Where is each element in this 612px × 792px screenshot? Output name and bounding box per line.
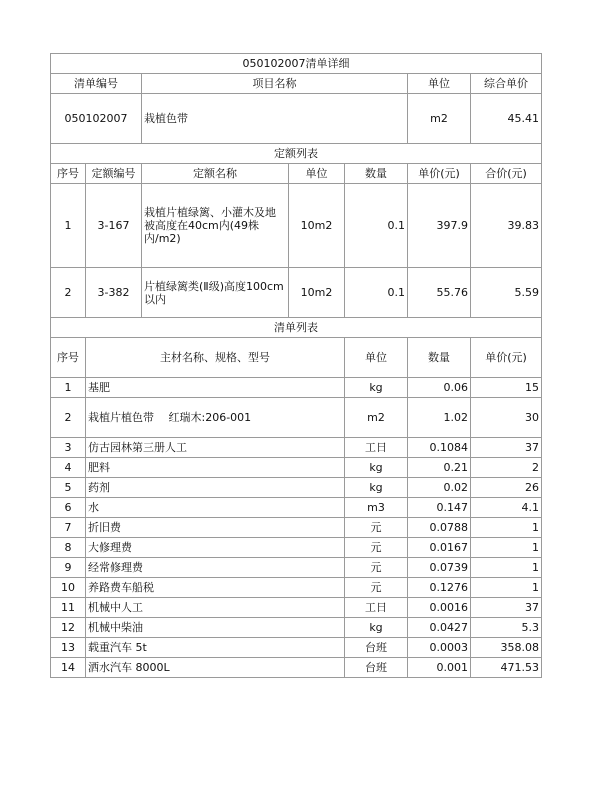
material-name: 仿古园林第三册人工 (86, 438, 345, 458)
material-name: 经常修理费 (86, 558, 345, 578)
summary-header-code: 清单编号 (51, 74, 142, 94)
material-no: 3 (51, 438, 86, 458)
quota-qty: 0.1 (345, 268, 408, 318)
material-price: 30 (471, 398, 542, 438)
material-row (51, 558, 542, 578)
material-unit: kg (345, 618, 408, 638)
material-qty: 0.02 (408, 478, 471, 498)
material-no: 14 (51, 658, 86, 678)
material-qty: 0.0003 (408, 638, 471, 658)
material-qty: 1.02 (408, 398, 471, 438)
quota-header-price: 单价(元) (408, 164, 471, 184)
quota-header-code: 定额编号 (86, 164, 142, 184)
material-unit: 台班 (345, 658, 408, 678)
quota-unit: 10m2 (289, 268, 345, 318)
quota-section-title: 定额列表 (51, 144, 542, 164)
summary-header-price: 综合单价 (471, 74, 542, 94)
material-name: 水 (86, 498, 345, 518)
materials-header-price: 单价(元) (471, 338, 542, 378)
quota-code: 3-382 (86, 268, 142, 318)
material-unit: 元 (345, 558, 408, 578)
quota-price: 397.9 (408, 184, 471, 268)
material-price: 37 (471, 438, 542, 458)
material-price: 4.1 (471, 498, 542, 518)
material-qty: 0.0016 (408, 598, 471, 618)
material-price: 471.53 (471, 658, 542, 678)
material-no: 12 (51, 618, 86, 638)
materials-header-unit: 单位 (345, 338, 408, 378)
detail-table (50, 53, 542, 678)
material-no: 7 (51, 518, 86, 538)
quota-unit: 10m2 (289, 184, 345, 268)
quota-code: 3-167 (86, 184, 142, 268)
material-unit: 工日 (345, 438, 408, 458)
material-unit: 台班 (345, 638, 408, 658)
material-unit: 工日 (345, 598, 408, 618)
quota-row (51, 268, 542, 318)
material-unit: kg (345, 478, 408, 498)
materials-header-no: 序号 (51, 338, 86, 378)
material-price: 37 (471, 598, 542, 618)
material-unit: 元 (345, 538, 408, 558)
material-row (51, 538, 542, 558)
material-qty: 0.1276 (408, 578, 471, 598)
summary-unit: m2 (408, 94, 471, 144)
material-price: 1 (471, 538, 542, 558)
material-row (51, 478, 542, 498)
material-name: 机械中柴油 (86, 618, 345, 638)
material-row (51, 398, 542, 438)
material-row (51, 598, 542, 618)
summary-price: 45.41 (471, 94, 542, 144)
material-qty: 0.1084 (408, 438, 471, 458)
material-unit: kg (345, 378, 408, 398)
material-row (51, 378, 542, 398)
materials-header-name: 主材名称、规格、型号 (86, 338, 345, 378)
material-qty: 0.0788 (408, 518, 471, 538)
quota-header-total: 合价(元) (471, 164, 542, 184)
quota-header-unit: 单位 (289, 164, 345, 184)
quota-header-name: 定额名称 (142, 164, 289, 184)
material-row (51, 498, 542, 518)
quota-name: 片植绿篱类(Ⅱ级)高度100cm以内 (142, 268, 289, 318)
material-price: 1 (471, 578, 542, 598)
page-title: 050102007清单详细 (51, 54, 542, 74)
material-price: 1 (471, 518, 542, 538)
material-qty: 0.0739 (408, 558, 471, 578)
material-row (51, 578, 542, 598)
material-name: 药剂 (86, 478, 345, 498)
quota-header-no: 序号 (51, 164, 86, 184)
material-price: 2 (471, 458, 542, 478)
material-no: 1 (51, 378, 86, 398)
material-name: 载重汽车 5t (86, 638, 345, 658)
summary-name: 栽植色带 (142, 94, 408, 144)
material-name: 基肥 (86, 378, 345, 398)
material-qty: 0.001 (408, 658, 471, 678)
material-no: 10 (51, 578, 86, 598)
quota-row (51, 184, 542, 268)
summary-header-unit: 单位 (408, 74, 471, 94)
material-no: 8 (51, 538, 86, 558)
material-no: 5 (51, 478, 86, 498)
material-name: 大修理费 (86, 538, 345, 558)
material-price: 5.3 (471, 618, 542, 638)
summary-header-name: 项目名称 (142, 74, 408, 94)
quota-name: 栽植片植绿篱、小灌木及地被高度在40cm内(49株内/m2) (142, 184, 289, 268)
material-row (51, 618, 542, 638)
material-name: 养路费车船税 (86, 578, 345, 598)
material-row (51, 438, 542, 458)
material-row (51, 658, 542, 678)
material-unit: 元 (345, 518, 408, 538)
material-qty: 0.21 (408, 458, 471, 478)
quota-no: 1 (51, 184, 86, 268)
material-price: 26 (471, 478, 542, 498)
material-price: 15 (471, 378, 542, 398)
summary-code: 050102007 (51, 94, 142, 144)
material-row (51, 638, 542, 658)
quota-qty: 0.1 (345, 184, 408, 268)
quota-total: 5.59 (471, 268, 542, 318)
material-unit: 元 (345, 578, 408, 598)
material-no: 2 (51, 398, 86, 438)
materials-section-title: 清单列表 (51, 318, 542, 338)
material-unit: m2 (345, 398, 408, 438)
material-name: 折旧费 (86, 518, 345, 538)
material-price: 358.08 (471, 638, 542, 658)
material-no: 11 (51, 598, 86, 618)
material-unit: m3 (345, 498, 408, 518)
materials-header-qty: 数量 (408, 338, 471, 378)
quota-header-qty: 数量 (345, 164, 408, 184)
material-name: 机械中人工 (86, 598, 345, 618)
material-qty: 0.0167 (408, 538, 471, 558)
material-qty: 0.147 (408, 498, 471, 518)
material-name: 栽植片植色带 红瑞木:206-001 (86, 398, 345, 438)
quota-total: 39.83 (471, 184, 542, 268)
material-name: 肥料 (86, 458, 345, 478)
material-row (51, 518, 542, 538)
material-unit: kg (345, 458, 408, 478)
material-qty: 0.06 (408, 378, 471, 398)
material-price: 1 (471, 558, 542, 578)
quota-no: 2 (51, 268, 86, 318)
material-no: 4 (51, 458, 86, 478)
material-no: 9 (51, 558, 86, 578)
quota-price: 55.76 (408, 268, 471, 318)
material-name: 洒水汽车 8000L (86, 658, 345, 678)
material-no: 13 (51, 638, 86, 658)
material-row (51, 458, 542, 478)
material-qty: 0.0427 (408, 618, 471, 638)
material-no: 6 (51, 498, 86, 518)
